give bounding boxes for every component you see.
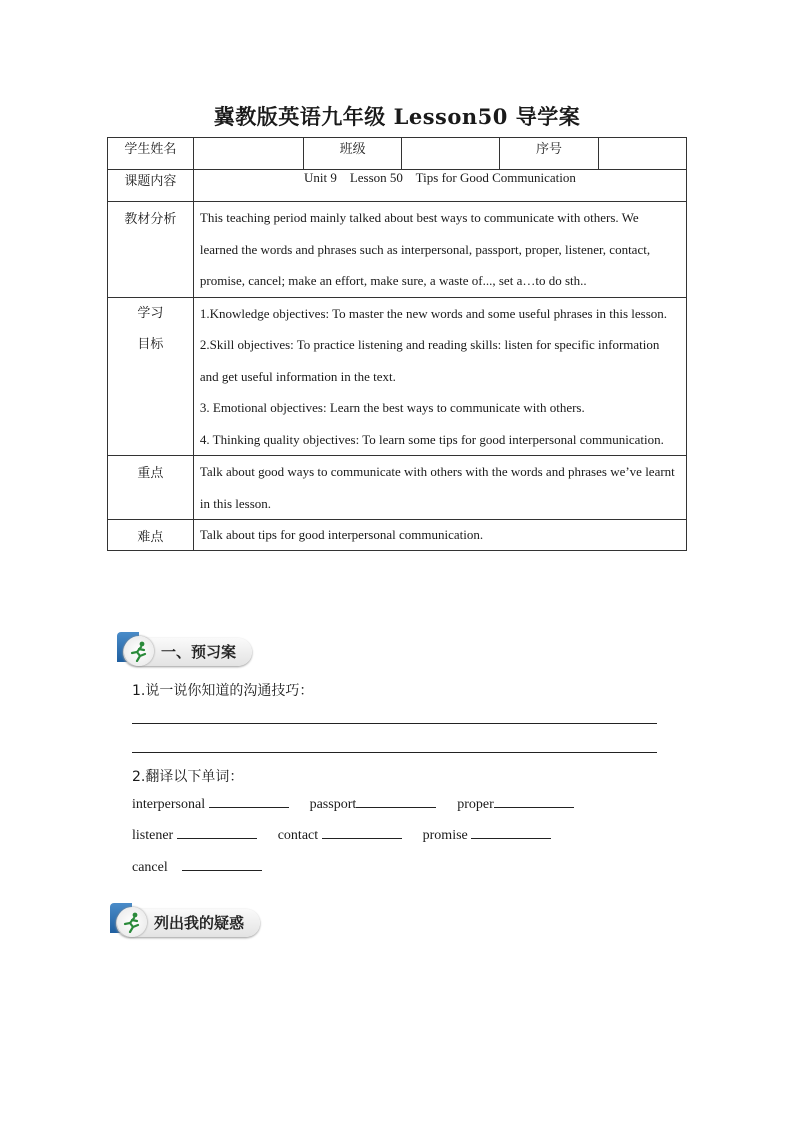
question-1: 1.说一说你知道的沟通技巧： [132,683,314,699]
student-name-field[interactable] [193,138,303,170]
goal-item: 3. Emotional objectives: Learn the best ways to communicate with others. [199,400,585,415]
topic-value: Unit 9 Lesson 50 Tips for Good Communication [193,170,686,202]
vocab-row [132,858,262,876]
vocab-blank[interactable] [471,826,551,839]
vocab-blank[interactable] [182,858,262,871]
vocab-word: cancel [132,860,168,875]
goals-label-line2: 目标 [137,337,164,352]
answer-line-1[interactable] [132,723,657,724]
vocab-blank[interactable] [494,795,574,808]
class-label: 班级 [303,138,401,170]
topic-label: 课题内容 [108,170,194,202]
vocab-row [132,795,574,813]
analysis-label: 教材分析 [108,202,194,298]
section-heading: 列出我的疑惑 [116,909,260,937]
vocab-blank[interactable] [177,826,257,839]
vocab-blank[interactable] [322,826,402,839]
section-header-preview [117,632,277,668]
goals-label [108,297,194,456]
vocab-blank[interactable] [356,795,436,808]
vocab-word: interpersonal [132,797,206,812]
vocab-blank[interactable] [209,795,289,808]
goals-list [193,297,686,456]
student-name-label: 学生姓名 [108,138,194,170]
vocab-word: promise [422,828,468,843]
goal-item: 4. Thinking quality objectives: To learn some tips for good interpersonal communication. [199,431,664,447]
vocab-row [132,826,551,844]
goal-item: 2.Skill objectives: To practice listening and reading skills: listen for specific information and get useful information in the text. [199,337,660,384]
vocab-word: proper [457,797,494,812]
vocab-word: passport [309,797,357,812]
difficulty-value: Talk about tips for good interpersonal communication. [193,520,686,551]
goal-item: 1.Knowledge objectives: To master the new words and some useful phrases in this lesson. [199,305,667,321]
goals-label-line1: 学习 [137,305,164,321]
question-2: 2.翻译以下单词： [132,769,244,785]
vocab-word: listener [132,828,174,843]
key-value: Talk about good ways to communicate with others with the words and phrases we’ve learnt in this lesson. [193,456,686,520]
runner-icon [124,636,154,666]
difficulty-label: 难点 [108,520,194,551]
seat-label: 序号 [500,138,598,170]
section-heading: 一、预习案 [123,638,252,666]
vocab-word: contact [277,828,319,843]
analysis-value: This teaching period mainly talked about best ways to communicate with others. We learned the words and phrases such as interpersonal, passport, proper, listener, contact, promise, cancel; make an effort, make sure, a waste of..., set a…to do sth.. [193,202,686,298]
answer-line-2[interactable] [132,752,657,753]
seat-field[interactable] [598,138,686,170]
section-header-questions [110,903,270,939]
class-field[interactable] [402,138,500,170]
runner-icon [117,907,147,937]
page-title: 冀教版英语九年级 Lesson50 导学案 [213,104,581,129]
key-label: 重点 [108,456,194,520]
info-table [107,137,687,551]
